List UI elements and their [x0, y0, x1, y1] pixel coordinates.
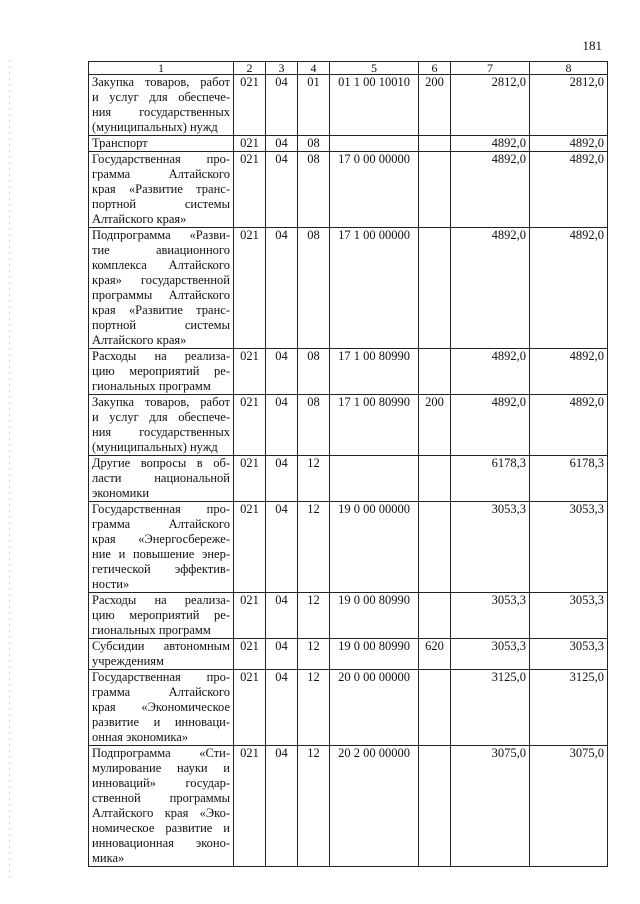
- row-name-line: портной системы: [92, 197, 230, 211]
- row-name-line: гиональных программ: [92, 379, 211, 393]
- col-4-cell: 12: [298, 639, 330, 670]
- amount-col-7-cell: 4892,0: [451, 152, 530, 228]
- row-name-line: грамма Алтайского: [92, 517, 230, 531]
- table-body: [89, 75, 608, 867]
- row-name-line: тие авиационного: [92, 243, 230, 257]
- col-3-cell: 04: [266, 456, 298, 502]
- amount-col-7-cell: 4892,0: [451, 136, 530, 152]
- target-code-cell: 17 1 00 80990: [330, 349, 419, 395]
- expense-type-cell: [419, 746, 451, 867]
- row-name-line: края» государственной: [92, 273, 230, 287]
- row-name-cell: [89, 593, 234, 639]
- col-2-cell: 021: [234, 593, 266, 639]
- row-name-line: Алтайского края»: [92, 212, 187, 226]
- row-name-line: и услуг для обеспече-: [92, 410, 230, 424]
- row-name-line: программы Алтайского: [92, 288, 230, 302]
- row-name-line: учреждениям: [92, 654, 164, 668]
- amount-col-7-cell: 4892,0: [451, 228, 530, 349]
- header-col-7: 7: [451, 62, 530, 75]
- row-name-line: экономики: [92, 486, 150, 500]
- target-code-cell: 20 0 00 00000: [330, 670, 419, 746]
- row-name-line: Подпрограмма «Сти-: [92, 746, 230, 760]
- expense-type-cell: 620: [419, 639, 451, 670]
- amount-col-7-cell: 3075,0: [451, 746, 530, 867]
- col-4-cell: 12: [298, 593, 330, 639]
- row-name-line: Закупка товаров, работ: [92, 395, 230, 409]
- col-3-cell: 04: [266, 502, 298, 593]
- expense-type-cell: 200: [419, 395, 451, 456]
- table-row: [89, 152, 608, 228]
- col-3-cell: 04: [266, 670, 298, 746]
- col-2-cell: 021: [234, 746, 266, 867]
- row-name-line: края «Развитие транс-: [92, 182, 230, 196]
- col-3-cell: 04: [266, 746, 298, 867]
- target-code-cell: 19 0 00 80990: [330, 639, 419, 670]
- row-name-line: гиональных программ: [92, 623, 211, 637]
- row-name-line: (муниципальных) нужд: [92, 120, 218, 134]
- amount-col-8-cell: 3053,3: [530, 502, 608, 593]
- table-row: [89, 502, 608, 593]
- header-row: [89, 62, 608, 75]
- row-name-line: Расходы на реализа-: [92, 349, 230, 363]
- table-row: [89, 136, 608, 152]
- target-code-cell: [330, 136, 419, 152]
- amount-col-7-cell: 6178,3: [451, 456, 530, 502]
- expense-type-cell: [419, 152, 451, 228]
- col-3-cell: 04: [266, 152, 298, 228]
- header-col-1: 1: [89, 62, 234, 75]
- row-name-line: комплекса Алтайского: [92, 258, 230, 272]
- row-name-line: цию мероприятий ре-: [92, 608, 230, 622]
- target-code-cell: 17 0 00 00000: [330, 152, 419, 228]
- col-2-cell: 021: [234, 152, 266, 228]
- col-4-cell: 12: [298, 456, 330, 502]
- row-name-line: развитие и инноваци-: [92, 715, 230, 729]
- row-name-line: портной системы: [92, 318, 230, 332]
- amount-col-7-cell: 3053,3: [451, 502, 530, 593]
- row-name-cell: [89, 456, 234, 502]
- row-name-line: Государственная про-: [92, 502, 230, 516]
- row-name-line: ния государственных: [92, 105, 230, 119]
- header-col-3: 3: [266, 62, 298, 75]
- scan-edge-dots: [9, 60, 10, 880]
- row-name-line: онная экономика»: [92, 730, 189, 744]
- col-4-cell: 01: [298, 75, 330, 136]
- header-col-8: 8: [530, 62, 608, 75]
- expense-type-cell: 200: [419, 75, 451, 136]
- amount-col-8-cell: 4892,0: [530, 228, 608, 349]
- amount-col-7-cell: 3053,3: [451, 639, 530, 670]
- col-3-cell: 04: [266, 593, 298, 639]
- budget-table: [88, 61, 608, 867]
- header-col-6: 6: [419, 62, 451, 75]
- table-row: [89, 228, 608, 349]
- row-name-line: (муниципальных) нужд: [92, 440, 218, 454]
- row-name-cell: [89, 395, 234, 456]
- row-name-line: Транспорт: [92, 136, 148, 150]
- amount-col-8-cell: 4892,0: [530, 395, 608, 456]
- col-3-cell: 04: [266, 349, 298, 395]
- table-row: [89, 75, 608, 136]
- amount-col-8-cell: 3053,3: [530, 593, 608, 639]
- amount-col-7-cell: 3125,0: [451, 670, 530, 746]
- table-row: [89, 349, 608, 395]
- row-name-line: Государственная про-: [92, 670, 230, 684]
- expense-type-cell: [419, 670, 451, 746]
- row-name-line: ласти национальной: [92, 471, 230, 485]
- col-2-cell: 021: [234, 670, 266, 746]
- target-code-cell: 19 0 00 00000: [330, 502, 419, 593]
- expense-type-cell: [419, 456, 451, 502]
- expense-type-cell: [419, 349, 451, 395]
- col-4-cell: 12: [298, 670, 330, 746]
- table-row: [89, 670, 608, 746]
- amount-col-7-cell: 4892,0: [451, 349, 530, 395]
- col-4-cell: 08: [298, 395, 330, 456]
- row-name-line: номическое развитие и: [92, 821, 230, 835]
- row-name-line: и услуг для обеспече-: [92, 90, 230, 104]
- page-number: 181: [582, 38, 602, 53]
- row-name-cell: [89, 152, 234, 228]
- row-name-cell: [89, 349, 234, 395]
- row-name-line: края «Энергосбереже-: [92, 532, 230, 546]
- target-code-cell: 19 0 00 80990: [330, 593, 419, 639]
- row-name-line: инновационная эконо-: [92, 836, 230, 850]
- row-name-line: мулирование науки и: [92, 761, 230, 775]
- col-3-cell: 04: [266, 639, 298, 670]
- col-3-cell: 04: [266, 75, 298, 136]
- amount-col-8-cell: 6178,3: [530, 456, 608, 502]
- target-code-cell: 17 1 00 00000: [330, 228, 419, 349]
- col-3-cell: 04: [266, 395, 298, 456]
- amount-col-8-cell: 4892,0: [530, 136, 608, 152]
- row-name-line: ния государственных: [92, 425, 230, 439]
- row-name-line: Другие вопросы в об-: [92, 456, 230, 470]
- col-4-cell: 08: [298, 228, 330, 349]
- row-name-line: ние и повышение энер-: [92, 547, 230, 561]
- row-name-line: Субсидии автономным: [92, 639, 230, 653]
- col-2-cell: 021: [234, 639, 266, 670]
- col-2-cell: 021: [234, 502, 266, 593]
- row-name-line: Расходы на реализа-: [92, 593, 230, 607]
- row-name-line: ности»: [92, 577, 130, 591]
- row-name-line: цию мероприятий ре-: [92, 364, 230, 378]
- col-2-cell: 021: [234, 75, 266, 136]
- row-name-cell: [89, 639, 234, 670]
- amount-col-8-cell: 3053,3: [530, 639, 608, 670]
- amount-col-8-cell: 3075,0: [530, 746, 608, 867]
- col-2-cell: 021: [234, 228, 266, 349]
- col-4-cell: 12: [298, 746, 330, 867]
- row-name-line: грамма Алтайского: [92, 167, 230, 181]
- amount-col-8-cell: 3125,0: [530, 670, 608, 746]
- col-3-cell: 04: [266, 228, 298, 349]
- row-name-line: гетической эффектив-: [92, 562, 230, 576]
- expense-type-cell: [419, 593, 451, 639]
- target-code-cell: 01 1 00 10010: [330, 75, 419, 136]
- table-row: [89, 746, 608, 867]
- row-name-line: грамма Алтайского: [92, 685, 230, 699]
- row-name-line: Алтайского края «Эко-: [92, 806, 230, 820]
- amount-col-7-cell: 3053,3: [451, 593, 530, 639]
- row-name-line: ственной программы: [92, 791, 230, 805]
- row-name-cell: [89, 670, 234, 746]
- row-name-line: Подпрограмма «Разви-: [92, 228, 230, 242]
- col-4-cell: 08: [298, 136, 330, 152]
- amount-col-8-cell: 2812,0: [530, 75, 608, 136]
- amount-col-8-cell: 4892,0: [530, 152, 608, 228]
- amount-col-7-cell: 2812,0: [451, 75, 530, 136]
- expense-type-cell: [419, 136, 451, 152]
- header-col-5: 5: [330, 62, 419, 75]
- col-4-cell: 08: [298, 349, 330, 395]
- row-name-cell: [89, 136, 234, 152]
- table-row: [89, 593, 608, 639]
- target-code-cell: 17 1 00 80990: [330, 395, 419, 456]
- row-name-cell: [89, 746, 234, 867]
- col-4-cell: 12: [298, 502, 330, 593]
- row-name-line: инноваций» государ-: [92, 776, 230, 790]
- col-2-cell: 021: [234, 136, 266, 152]
- row-name-line: Алтайского края»: [92, 333, 187, 347]
- amount-col-8-cell: 4892,0: [530, 349, 608, 395]
- target-code-cell: [330, 456, 419, 502]
- row-name-cell: [89, 228, 234, 349]
- row-name-line: Государственная про-: [92, 152, 230, 166]
- row-name-line: края «Экономическое: [92, 700, 230, 714]
- col-3-cell: 04: [266, 136, 298, 152]
- col-2-cell: 021: [234, 456, 266, 502]
- expense-type-cell: [419, 228, 451, 349]
- col-2-cell: 021: [234, 395, 266, 456]
- row-name-cell: [89, 75, 234, 136]
- row-name-line: края «Развитие транс-: [92, 303, 230, 317]
- table-row: [89, 456, 608, 502]
- col-2-cell: 021: [234, 349, 266, 395]
- table-row: [89, 639, 608, 670]
- table-row: [89, 395, 608, 456]
- row-name-cell: [89, 502, 234, 593]
- row-name-line: Закупка товаров, работ: [92, 75, 230, 89]
- row-name-line: мика»: [92, 851, 125, 865]
- amount-col-7-cell: 4892,0: [451, 395, 530, 456]
- header-col-4: 4: [298, 62, 330, 75]
- header-col-2: 2: [234, 62, 266, 75]
- col-4-cell: 08: [298, 152, 330, 228]
- expense-type-cell: [419, 502, 451, 593]
- target-code-cell: 20 2 00 00000: [330, 746, 419, 867]
